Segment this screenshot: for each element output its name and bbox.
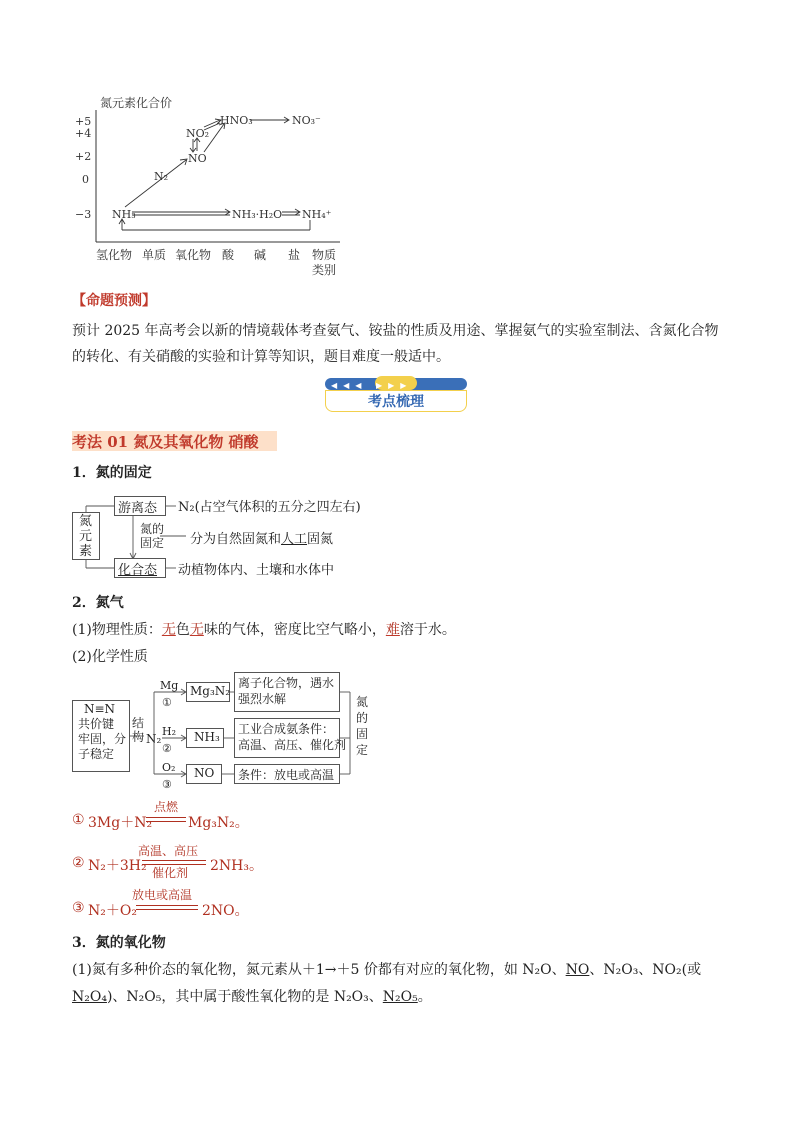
physical-properties: (1)物理性质：无色无味的气体，密度比空气略小，难溶于水。 <box>72 622 456 638</box>
x-axis-title: 类别 <box>312 263 337 277</box>
x-category: 酸 <box>222 248 235 262</box>
y-tick: +2 <box>75 150 92 163</box>
product-mg3n2: Mg₃N₂ <box>190 684 231 698</box>
fixation-heading: 1．氮的固定 <box>72 465 152 481</box>
y-tick: +5 <box>75 115 92 128</box>
fix-label: 氮的固定 <box>140 522 165 550</box>
structure-box: N≡N 共价键 牢固，分 子稳定 <box>78 702 127 761</box>
reagent-mg: Mg <box>160 679 179 692</box>
equation-3: ③ N₂＋O₂ 放电或高温 2NO。 <box>72 888 249 919</box>
oxides-line-1: (1)氮有多种价态的氧化物，氮元素从＋1→＋5 价都有对应的氧化物，如 N₂O、NO、N₂O₃、NO₂(或 <box>72 962 702 978</box>
section-banner <box>325 376 467 412</box>
y-tick: 0 <box>82 173 89 186</box>
y-tick: +4 <box>75 127 92 140</box>
structure-word: 结构 <box>132 716 145 744</box>
step-1: ① <box>162 696 172 709</box>
x-axis-title: 物质 <box>312 248 337 262</box>
reagent-h2: H₂ <box>162 725 177 738</box>
banner-arrows: ◀◀◀ ▶▶▶ <box>331 381 413 390</box>
node-no: NO <box>188 152 207 165</box>
nh3-note: 工业合成氨条件： 高温、高压、催化剂 <box>238 722 347 752</box>
chemical-properties-label: (2)化学性质 <box>72 649 148 665</box>
x-category: 碱 <box>254 248 267 262</box>
node-no3: NO₃⁻ <box>292 114 321 127</box>
section-title: 考法 01 氮及其氧化物 硝酸 <box>72 433 259 451</box>
fixation-root: 氮元素 <box>79 514 93 559</box>
free-state: 游离态 <box>118 501 158 516</box>
prediction-line-2: 的转化、有关硝酸的实验和计算等知识，题目难度一般适中。 <box>72 349 450 365</box>
node-nh4: NH₄⁺ <box>302 208 332 221</box>
equation-1: ① 3Mg＋N₂ 点燃 Mg₃N₂。 <box>72 800 249 831</box>
x-category: 氧化物 <box>175 248 212 262</box>
side-label: 氮的固定 <box>356 695 369 757</box>
fix-note: 分为自然固氮和人工固氮 <box>190 532 334 547</box>
equation-2: ② N₂＋3H₂ 高温、高压 催化剂 2NH₃。 <box>72 844 263 880</box>
n2-center: N₂ <box>146 732 162 746</box>
node-n2: N₂ <box>154 170 169 183</box>
banner-label: 考点梳理 <box>368 394 424 410</box>
y-tick: −3 <box>75 208 92 221</box>
step-2: ② <box>162 742 172 755</box>
free-note: N₂(占空气体积的五分之四左右) <box>178 500 361 515</box>
oxides-line-2: N₂O₄)、N₂O₅，其中属于酸性氧化物的是 N₂O₃、N₂O₅。 <box>72 989 432 1005</box>
reagent-o2: O₂ <box>162 761 176 774</box>
x-category: 盐 <box>288 248 301 262</box>
node-hno3: HNO₃ <box>220 114 253 127</box>
nitrogen-heading: 2．氮气 <box>72 595 124 611</box>
fixation-diagram <box>70 490 390 582</box>
combined-state: 化合态 <box>118 563 158 578</box>
node-nh3: NH₃ <box>112 208 136 221</box>
y-axis-title: 氮元素化合价 <box>100 96 173 110</box>
product-nh3: NH₃ <box>194 730 220 744</box>
prediction-line-1: 预计 2025 年高考会以新的情境载体考查氨气、铵盐的性质及用途、掌握氨气的实验室制法、含氮化合物 <box>72 323 719 339</box>
step-3: ③ <box>162 778 172 791</box>
oxides-heading: 3．氮的氧化物 <box>72 935 166 951</box>
chemistry-diagram <box>70 672 380 790</box>
mg3n2-note: 离子化合物，遇水 强烈水解 <box>238 676 335 706</box>
valence-chart <box>70 92 360 292</box>
prediction-heading: 【命题预测】 <box>72 293 156 309</box>
node-nh3h2o: NH₃·H₂O <box>232 208 283 221</box>
no-note: 条件：放电或高温 <box>238 768 335 782</box>
product-no: NO <box>194 766 215 780</box>
node-no2: NO₂ <box>186 127 210 140</box>
x-category: 单质 <box>142 248 167 262</box>
x-category: 氢化物 <box>96 248 133 262</box>
combined-note: 动植物体内、土壤和水体中 <box>178 563 335 578</box>
